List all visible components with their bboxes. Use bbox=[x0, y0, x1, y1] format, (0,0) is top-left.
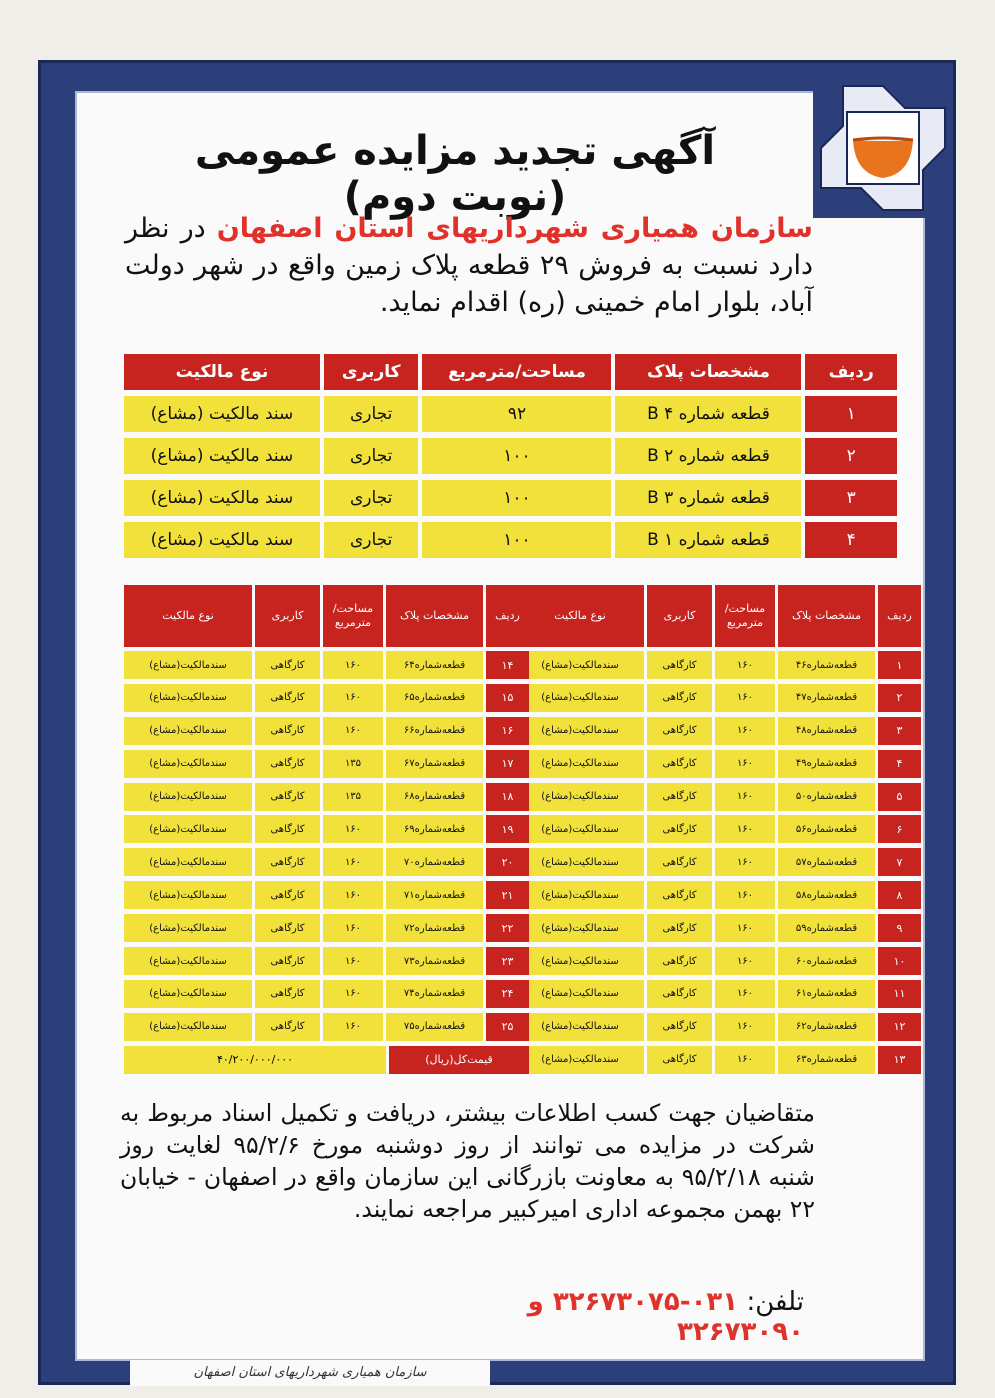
cell-area: ۱۶۰ bbox=[715, 848, 775, 876]
cell-ownership: سندمالکیت(مشاع) bbox=[516, 1046, 644, 1074]
cell-usage: کارگاهی bbox=[647, 881, 712, 909]
cell-plot: قطعه‌شماره۶۵ bbox=[386, 684, 483, 712]
cell-ownership: سندمالکیت(مشاع) bbox=[516, 717, 644, 745]
cell-plot: قطعه‌شماره۴۸ bbox=[778, 717, 875, 745]
header-ownership: نوع مالکیت bbox=[124, 585, 252, 647]
cell-usage: تجاری bbox=[324, 438, 419, 474]
cell-ownership: سند مالکیت (مشاع) bbox=[124, 480, 320, 516]
cell-usage: کارگاهی bbox=[255, 980, 320, 1008]
cell-area: ۱۶۰ bbox=[323, 717, 383, 745]
signature-text: سازمان همیاری شهرداریهای استان اصفهان bbox=[193, 1365, 427, 1380]
header-area: مساحت/مترمربع bbox=[422, 354, 611, 390]
cell-ownership: سندمالکیت(مشاع) bbox=[124, 717, 252, 745]
cell-radif: ۱ bbox=[805, 396, 897, 432]
cell-ownership: سندمالکیت(مشاع) bbox=[124, 815, 252, 843]
table-row bbox=[516, 848, 921, 876]
cell-plot: قطعه‌شماره۴۶ bbox=[778, 651, 875, 679]
cell-radif: ۹ bbox=[878, 914, 921, 942]
cell-usage: کارگاهی bbox=[255, 684, 320, 712]
cell-usage: تجاری bbox=[324, 396, 419, 432]
cell-usage: کارگاهی bbox=[255, 848, 320, 876]
cell-plot: قطعه‌شماره۶۶ bbox=[386, 717, 483, 745]
header-plot: مشخصات پلاک bbox=[386, 585, 483, 647]
cell-usage: کارگاهی bbox=[647, 783, 712, 811]
cell-radif: ۲۲ bbox=[486, 914, 529, 942]
table-row bbox=[124, 396, 897, 432]
cell-plot: قطعه‌شماره۶۹ bbox=[386, 815, 483, 843]
cell-ownership: سندمالکیت(مشاع) bbox=[516, 947, 644, 975]
cell-radif: ۲۳ bbox=[486, 947, 529, 975]
cell-plot: قطعه‌شماره۷۳ bbox=[386, 947, 483, 975]
cell-plot: قطعه‌شماره۶۸ bbox=[386, 783, 483, 811]
cell-area: ۱۰۰ bbox=[422, 438, 611, 474]
cell-area: ۱۶۰ bbox=[323, 815, 383, 843]
cell-plot: قطعه‌شماره۶۰ bbox=[778, 947, 875, 975]
cell-usage: تجاری bbox=[324, 522, 419, 558]
cell-radif: ۱۲ bbox=[878, 1013, 921, 1041]
cell-usage: کارگاهی bbox=[255, 783, 320, 811]
cell-area: ۱۶۰ bbox=[715, 717, 775, 745]
cell-radif: ۵ bbox=[878, 783, 921, 811]
cell-usage: کارگاهی bbox=[647, 717, 712, 745]
cell-area: ۱۶۰ bbox=[715, 783, 775, 811]
cell-area: ۱۶۰ bbox=[715, 947, 775, 975]
cell-plot: قطعه‌شماره۴۷ bbox=[778, 684, 875, 712]
cell-usage: کارگاهی bbox=[647, 1013, 712, 1041]
cell-ownership: سندمالکیت(مشاع) bbox=[516, 750, 644, 778]
cell-area: ۱۶۰ bbox=[715, 914, 775, 942]
header-plot: مشخصات پلاک bbox=[778, 585, 875, 647]
cell-plot: قطعه‌شماره۶۳ bbox=[778, 1046, 875, 1074]
cell-radif: ۷ bbox=[878, 848, 921, 876]
cell-radif: ۱۱ bbox=[878, 980, 921, 1008]
table-header-row bbox=[516, 585, 921, 647]
cell-radif: ۱۰ bbox=[878, 947, 921, 975]
org-emblem-logo bbox=[813, 78, 953, 218]
table-row bbox=[516, 651, 921, 679]
table-row bbox=[124, 783, 529, 811]
cell-plot: قطعه‌شماره۷۵ bbox=[386, 1013, 483, 1041]
cell-ownership: سندمالکیت(مشاع) bbox=[516, 1013, 644, 1041]
cell-area: ۱۳۵ bbox=[323, 750, 383, 778]
cell-radif: ۸ bbox=[878, 881, 921, 909]
cell-usage: تجاری bbox=[324, 480, 419, 516]
header-ownership: نوع مالکیت bbox=[124, 354, 320, 390]
cell-radif: ۱۳ bbox=[878, 1046, 921, 1074]
cell-plot: قطعه‌شماره۶۱ bbox=[778, 980, 875, 1008]
cell-area: ۱۶۰ bbox=[323, 947, 383, 975]
cell-radif: ۳ bbox=[805, 480, 897, 516]
table-row bbox=[516, 881, 921, 909]
cell-usage: کارگاهی bbox=[647, 750, 712, 778]
header-ownership: نوع مالکیت bbox=[516, 585, 644, 647]
cell-plot: قطعه‌شماره۶۴ bbox=[386, 651, 483, 679]
table-row bbox=[124, 881, 529, 909]
cell-usage: کارگاهی bbox=[255, 881, 320, 909]
table-row bbox=[516, 717, 921, 745]
cell-usage: کارگاهی bbox=[647, 914, 712, 942]
cell-radif: ۲ bbox=[878, 684, 921, 712]
cell-plot: قطعه‌شماره۷۰ bbox=[386, 848, 483, 876]
cell-radif: ۶ bbox=[878, 815, 921, 843]
cell-usage: کارگاهی bbox=[647, 651, 712, 679]
total-price-row bbox=[124, 1046, 529, 1074]
cell-area: ۱۶۰ bbox=[323, 914, 383, 942]
cell-radif: ۲ bbox=[805, 438, 897, 474]
cell-area: ۹۲ bbox=[422, 396, 611, 432]
cell-area: ۱۶۰ bbox=[323, 651, 383, 679]
cell-radif: ۱۸ bbox=[486, 783, 529, 811]
cell-ownership: سندمالکیت(مشاع) bbox=[516, 684, 644, 712]
cell-plot: قطعه‌شماره۷۱ bbox=[386, 881, 483, 909]
cell-usage: کارگاهی bbox=[255, 750, 320, 778]
cell-area: ۱۶۰ bbox=[715, 684, 775, 712]
header-plot: مشخصات پلاک bbox=[615, 354, 801, 390]
table-row bbox=[124, 480, 897, 516]
table-row bbox=[124, 815, 529, 843]
cell-ownership: سندمالکیت(مشاع) bbox=[124, 651, 252, 679]
cell-usage: کارگاهی bbox=[255, 717, 320, 745]
cell-ownership: سندمالکیت(مشاع) bbox=[124, 947, 252, 975]
cell-area: ۱۶۰ bbox=[323, 848, 383, 876]
cell-radif: ۱ bbox=[878, 651, 921, 679]
cell-plot: قطعه‌شماره۵۶ bbox=[778, 815, 875, 843]
table-row bbox=[124, 914, 529, 942]
cell-area: ۱۶۰ bbox=[715, 750, 775, 778]
table-row bbox=[124, 848, 529, 876]
table-row bbox=[124, 438, 897, 474]
cell-ownership: سندمالکیت(مشاع) bbox=[124, 750, 252, 778]
cell-radif: ۲۵ bbox=[486, 1013, 529, 1041]
cell-plot: قطعه شماره B ۱ bbox=[615, 522, 801, 558]
cell-ownership: سند مالکیت (مشاع) bbox=[124, 438, 320, 474]
phone-label: تلفن: bbox=[746, 1287, 804, 1317]
cell-ownership: سندمالکیت(مشاع) bbox=[124, 684, 252, 712]
table-body bbox=[124, 651, 529, 1041]
ad-title: آگهی تجدید مزایده عمومی (نوبت دوم) bbox=[194, 128, 716, 220]
cell-plot: قطعه‌شماره۵۷ bbox=[778, 848, 875, 876]
table-row bbox=[516, 1046, 921, 1074]
cell-ownership: سندمالکیت(مشاع) bbox=[516, 914, 644, 942]
phone-line bbox=[404, 1287, 804, 1347]
header-usage: کاربری bbox=[324, 354, 419, 390]
cell-area: ۱۳۵ bbox=[323, 783, 383, 811]
cell-area: ۱۶۰ bbox=[715, 815, 775, 843]
table-body bbox=[516, 651, 921, 1074]
cell-usage: کارگاهی bbox=[647, 980, 712, 1008]
cell-ownership: سندمالکیت(مشاع) bbox=[516, 783, 644, 811]
table-row bbox=[124, 684, 529, 712]
cell-radif: ۲۰ bbox=[486, 848, 529, 876]
cell-radif: ۳ bbox=[878, 717, 921, 745]
cell-radif: ۲۱ bbox=[486, 881, 529, 909]
cell-usage: کارگاهی bbox=[255, 651, 320, 679]
cell-usage: کارگاهی bbox=[647, 947, 712, 975]
cell-usage: کارگاهی bbox=[647, 815, 712, 843]
total-price-value: ۴۰/۲۰۰/۰۰۰/۰۰۰ bbox=[124, 1046, 386, 1074]
cell-plot: قطعه شماره B ۲ bbox=[615, 438, 801, 474]
workshop-plots-table-left bbox=[124, 585, 529, 1074]
header-usage: کاربری bbox=[647, 585, 712, 647]
cell-area: ۱۰۰ bbox=[422, 522, 611, 558]
cell-ownership: سندمالکیت(مشاع) bbox=[124, 783, 252, 811]
header-area: مساحت/ مترمربع bbox=[323, 585, 383, 647]
table-header-row bbox=[124, 585, 529, 647]
table-row bbox=[124, 651, 529, 679]
cell-ownership: سندمالکیت(مشاع) bbox=[516, 815, 644, 843]
table-header-row bbox=[124, 354, 897, 390]
table-row bbox=[516, 980, 921, 1008]
cell-plot: قطعه شماره B ۳ bbox=[615, 480, 801, 516]
table-row bbox=[124, 717, 529, 745]
cell-usage: کارگاهی bbox=[647, 848, 712, 876]
table-row bbox=[124, 522, 897, 558]
cell-plot: قطعه‌شماره۵۹ bbox=[778, 914, 875, 942]
intro-paragraph bbox=[125, 210, 813, 321]
cell-plot: قطعه‌شماره۷۴ bbox=[386, 980, 483, 1008]
cell-radif: ۱۵ bbox=[486, 684, 529, 712]
header-radif: ردیف bbox=[805, 354, 897, 390]
table-row bbox=[516, 1013, 921, 1041]
table-row bbox=[516, 750, 921, 778]
cell-radif: ۱۹ bbox=[486, 815, 529, 843]
org-name: سازمان همیاری شهرداریهای استان اصفهان bbox=[216, 213, 813, 244]
table-row bbox=[516, 783, 921, 811]
cell-plot: قطعه‌شماره۵۸ bbox=[778, 881, 875, 909]
table-row bbox=[516, 914, 921, 942]
total-price-label: قیمت‌کل(ریال) bbox=[389, 1046, 529, 1074]
cell-radif: ۱۷ bbox=[486, 750, 529, 778]
cell-plot: قطعه‌شماره۵۰ bbox=[778, 783, 875, 811]
cell-area: ۱۶۰ bbox=[323, 881, 383, 909]
cell-radif: ۲۴ bbox=[486, 980, 529, 1008]
cell-ownership: سندمالکیت(مشاع) bbox=[124, 914, 252, 942]
footer-paragraph: متقاضیان جهت کسب اطلاعات بیشتر، دریافت و تکمیل اسناد مربوط به شرکت در مزایده می توانند از روز دوشنبه مورخ ۹۵/۲/۶ لغایت روز شنبه ۹۵/۲/۱۸ به معاونت بازرگانی این سازمان واقع در اصفهان - خیابان ۲۲ بهمن مجموعه اداری امیرکبیر مراجعه نمایند. bbox=[120, 1099, 815, 1223]
signature-strip bbox=[130, 1360, 490, 1386]
cell-usage: کارگاهی bbox=[647, 1046, 712, 1074]
cell-area: ۱۰۰ bbox=[422, 480, 611, 516]
table-row bbox=[124, 750, 529, 778]
cell-radif: ۱۴ bbox=[486, 651, 529, 679]
cell-area: ۱۶۰ bbox=[715, 651, 775, 679]
cell-usage: کارگاهی bbox=[255, 815, 320, 843]
cell-ownership: سند مالکیت (مشاع) bbox=[124, 522, 320, 558]
header-radif: ردیف bbox=[878, 585, 921, 647]
table-row bbox=[516, 815, 921, 843]
cell-ownership: سندمالکیت(مشاع) bbox=[516, 651, 644, 679]
cell-plot: قطعه‌شماره۷۲ bbox=[386, 914, 483, 942]
table-row bbox=[516, 947, 921, 975]
table-row bbox=[124, 980, 529, 1008]
cell-ownership: سندمالکیت(مشاع) bbox=[124, 1013, 252, 1041]
cell-ownership: سندمالکیت(مشاع) bbox=[124, 881, 252, 909]
commercial-plots-table bbox=[124, 354, 897, 564]
cell-area: ۱۶۰ bbox=[323, 1013, 383, 1041]
cell-area: ۱۶۰ bbox=[715, 1046, 775, 1074]
cell-ownership: سندمالکیت(مشاع) bbox=[124, 848, 252, 876]
cell-ownership: سندمالکیت(مشاع) bbox=[124, 980, 252, 1008]
phone-numbers: ۰۳۱-۳۲۶۷۳۰۷۵ و ۳۲۶۷۳۰۹۰ bbox=[527, 1287, 804, 1347]
cell-ownership: سندمالکیت(مشاع) bbox=[516, 848, 644, 876]
workshop-plots-table-right bbox=[516, 585, 921, 1079]
cell-area: ۱۶۰ bbox=[323, 980, 383, 1008]
cell-plot: قطعه‌شماره۶۷ bbox=[386, 750, 483, 778]
cell-usage: کارگاهی bbox=[255, 1013, 320, 1041]
cell-area: ۱۶۰ bbox=[715, 1013, 775, 1041]
table-row bbox=[124, 947, 529, 975]
cell-plot: قطعه‌شماره۴۹ bbox=[778, 750, 875, 778]
cell-ownership: سند مالکیت (مشاع) bbox=[124, 396, 320, 432]
cell-area: ۱۶۰ bbox=[715, 980, 775, 1008]
table-row bbox=[516, 684, 921, 712]
table-row bbox=[124, 1013, 529, 1041]
cell-area: ۱۶۰ bbox=[715, 881, 775, 909]
cell-usage: کارگاهی bbox=[647, 684, 712, 712]
cell-plot: قطعه‌شماره۶۲ bbox=[778, 1013, 875, 1041]
cell-usage: کارگاهی bbox=[255, 914, 320, 942]
header-usage: کاربری bbox=[255, 585, 320, 647]
cell-area: ۱۶۰ bbox=[323, 684, 383, 712]
cell-radif: ۱۶ bbox=[486, 717, 529, 745]
header-radif: ردیف bbox=[486, 585, 529, 647]
cell-ownership: سندمالکیت(مشاع) bbox=[516, 881, 644, 909]
intro-text: در نظر دارد نسبت به فروش ۲۹ قطعه پلاک زمین واقع در شهر دولت آباد، بلوار امام خمینی (ره) اقدام نماید. bbox=[125, 213, 813, 318]
cell-plot: قطعه شماره B ۴ bbox=[615, 396, 801, 432]
cell-usage: کارگاهی bbox=[255, 947, 320, 975]
header-area: مساحت/ مترمربع bbox=[715, 585, 775, 647]
cell-radif: ۴ bbox=[805, 522, 897, 558]
cell-radif: ۴ bbox=[878, 750, 921, 778]
cell-ownership: سندمالکیت(مشاع) bbox=[516, 980, 644, 1008]
